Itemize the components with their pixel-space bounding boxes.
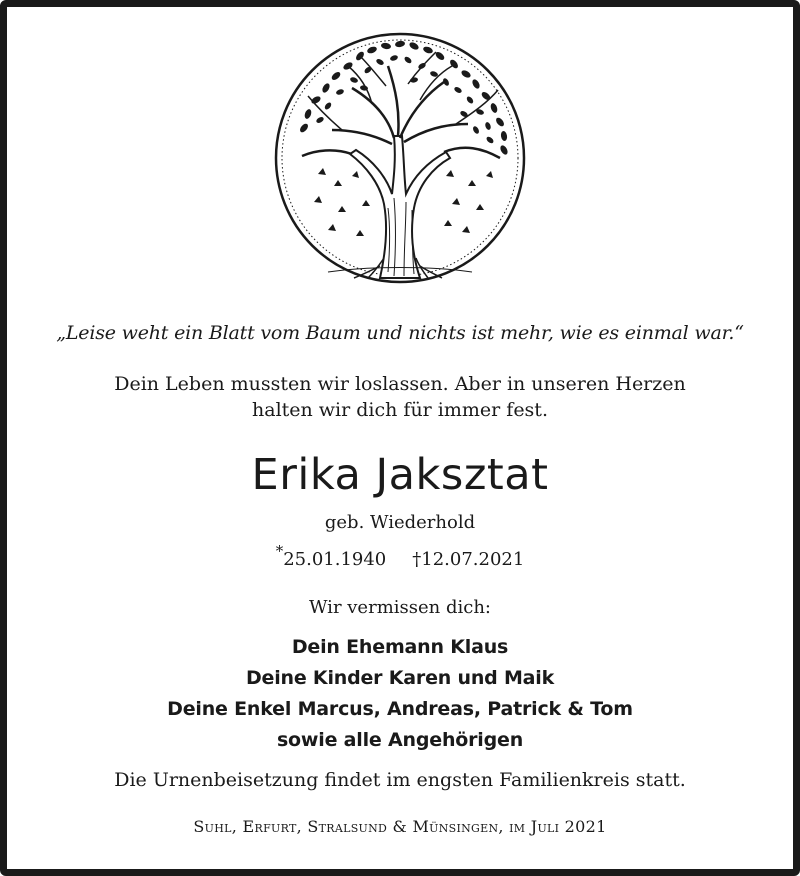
tree-of-life-emblem [268, 26, 532, 290]
birth-symbol: * [275, 542, 284, 560]
intro-line-1: Dein Leben mussten wir loslassen. Aber in unseren Herzen [114, 373, 686, 395]
mourner-line: Deine Enkel Marcus, Andreas, Patrick & Tom [167, 698, 633, 720]
maiden-name: geb. Wiederhold [324, 512, 476, 533]
mourner-line: sowie alle Angehörigen [276, 729, 524, 751]
memorial-quote: „Leise weht ein Blatt vom Baum und nichts ist mehr, wie es einmal war.“ [56, 322, 744, 344]
death-date: 12.07.2021 [421, 549, 525, 570]
birth-date: 25.01.1940 [283, 549, 387, 570]
burial-note: Die Urnenbeisetzung findet im engsten Familienkreis statt. [114, 769, 686, 791]
place-and-date [0, 817, 800, 836]
life-dates [0, 544, 800, 570]
place-date-text: Suhl, Erfurt, Stralsund & Münsingen, im Juli 2021 [193, 817, 607, 836]
intro-line-2: halten wir dich für immer fest. [252, 399, 548, 421]
mourner-line: Deine Kinder Karen und Maik [245, 667, 555, 689]
intro-text [0, 371, 800, 423]
deceased-name: Erika Jaksztat [251, 450, 549, 500]
mourners-list [0, 632, 800, 756]
death-symbol: † [412, 549, 422, 570]
mourner-line: Dein Ehemann Klaus [291, 636, 509, 658]
mourners-heading: Wir vermissen dich: [309, 597, 491, 618]
